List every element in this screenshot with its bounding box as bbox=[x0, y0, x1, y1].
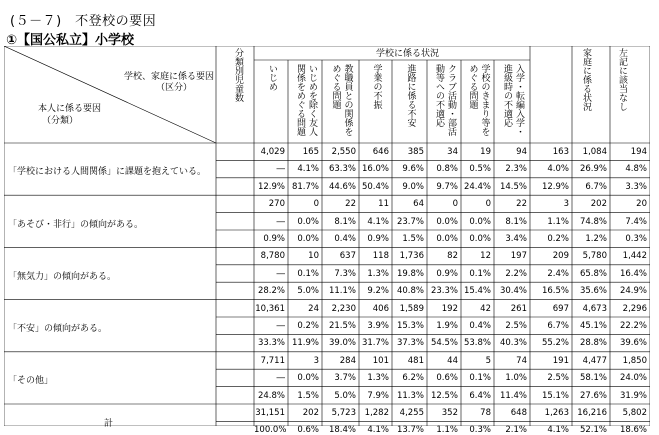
cell-r1-r3-c8: 197 bbox=[510, 251, 527, 262]
cell-r2-r4-c9: 6.7% bbox=[547, 321, 569, 331]
cell-r2-r2-c9: 1.1% bbox=[547, 216, 569, 227]
cell-r2-r3-c1: ― bbox=[276, 268, 285, 279]
cell-r3-r5-c7: 6.4% bbox=[469, 390, 491, 401]
cell-r2-r2-c7: 0.0% bbox=[469, 216, 491, 227]
cell-r1-r5-c2: 3 bbox=[313, 355, 319, 366]
cell-r3-r1-c7: 24.4% bbox=[463, 181, 491, 192]
cell-r3-r1-c4: 50.4% bbox=[361, 181, 389, 192]
cell-r1-r3-c1: 8,780 bbox=[260, 251, 285, 262]
cell-r1-r3-c6: 82 bbox=[447, 251, 458, 262]
cell-r2-r4-c3: 21.5% bbox=[328, 321, 356, 331]
cell-r2-r1-c1: ― bbox=[276, 164, 285, 175]
cell-r2-r3-c10: 65.8% bbox=[579, 268, 607, 279]
cell-r1-r5-c9: 191 bbox=[552, 355, 569, 366]
cell-r2-r1-c6: 0.8% bbox=[436, 164, 458, 175]
cell-r3-r5-c9: 15.1% bbox=[541, 390, 569, 401]
cell-r3-r2-c1: 0.9% bbox=[263, 234, 285, 244]
cell-r1-r2-c2: 0 bbox=[313, 199, 319, 210]
cell-r2-r3-c8: 2.2% bbox=[505, 268, 527, 279]
header-school-column-5: 進路に係る不安 bbox=[405, 64, 416, 127]
total-r1-c8: 648 bbox=[510, 408, 527, 418]
total-r2-c9: 4.1% bbox=[547, 425, 569, 435]
total-r1-c3: 5,723 bbox=[331, 408, 356, 418]
cell-r1-r4-c9: 697 bbox=[552, 303, 569, 314]
cell-r1-r3-c10: 5,780 bbox=[582, 251, 607, 262]
cell-r3-r1-c9: 12.9% bbox=[541, 181, 569, 192]
header-count-column: 分類別児童数 bbox=[233, 48, 243, 102]
cell-r3-r5-c5: 11.3% bbox=[396, 390, 424, 401]
cell-r3-r3-c4: 9.2% bbox=[367, 286, 389, 297]
cell-r3-r3-c11: 24.9% bbox=[619, 286, 647, 297]
cell-r1-r5-c4: 101 bbox=[372, 355, 389, 366]
cell-r1-r2-c7: 0 bbox=[485, 199, 491, 210]
cell-r1-r5-c1: 7,711 bbox=[260, 355, 285, 366]
total-r2-c7: 0.3% bbox=[469, 425, 491, 435]
header-school-column-2: 関係をめぐる問題 bbox=[295, 64, 305, 136]
cell-r3-r3-c5: 40.8% bbox=[396, 286, 424, 297]
cell-r3-r3-c1: 28.2% bbox=[257, 286, 285, 297]
row-label-3: 「無気力」の傾向がある。 bbox=[8, 271, 117, 282]
cell-r2-r3-c2: 0.1% bbox=[297, 268, 319, 279]
cell-r3-r4-c1: 33.3% bbox=[257, 338, 285, 349]
cell-r1-r3-c9: 209 bbox=[552, 251, 569, 262]
cell-r1-r4-c6: 192 bbox=[441, 303, 458, 314]
cell-r1-r5-c5: 481 bbox=[407, 355, 424, 366]
cell-r3-r3-c2: 5.0% bbox=[297, 286, 319, 297]
cell-r2-r1-c7: 0.5% bbox=[469, 164, 491, 175]
cell-r2-r5-c1: ― bbox=[276, 373, 285, 384]
cell-r3-r4-c9: 55.2% bbox=[541, 338, 569, 349]
cell-r2-r2-c3: 8.1% bbox=[334, 216, 356, 227]
cell-r2-r5-c9: 2.5% bbox=[547, 373, 569, 384]
total-r1-c10: 16,216 bbox=[577, 408, 607, 418]
cell-r3-r4-c10: 28.8% bbox=[579, 338, 607, 349]
total-r2-c6: 1.1% bbox=[436, 425, 458, 435]
cell-r2-r3-c7: 0.1% bbox=[469, 268, 491, 279]
cell-r3-r4-c7: 53.8% bbox=[463, 338, 491, 349]
cell-r2-r2-c2: 0.0% bbox=[297, 216, 319, 227]
row-label-2: 「あそび・非行」の傾向がある。 bbox=[8, 219, 144, 230]
cell-r3-r3-c9: 16.5% bbox=[541, 286, 569, 297]
cell-r1-r4-c2: 24 bbox=[308, 303, 319, 314]
cell-r3-r1-c8: 14.5% bbox=[499, 181, 527, 192]
cell-r2-r1-c4: 16.0% bbox=[361, 164, 389, 175]
cell-r3-r3-c7: 15.4% bbox=[463, 286, 491, 297]
cell-r3-r5-c8: 11.4% bbox=[499, 390, 527, 401]
cell-r2-r3-c11: 16.4% bbox=[619, 268, 647, 279]
cell-r2-r3-c3: 7.3% bbox=[334, 268, 356, 279]
cell-r1-r4-c7: 42 bbox=[480, 303, 491, 314]
cell-r3-r3-c8: 30.4% bbox=[499, 286, 527, 297]
cell-r1-r1-c9: 163 bbox=[552, 147, 569, 157]
cell-r2-r2-c6: 0.0% bbox=[436, 216, 458, 227]
cell-r2-r4-c4: 3.9% bbox=[367, 321, 389, 331]
header-school-column-1: いじめ bbox=[267, 64, 277, 91]
cell-r1-r2-c10: 202 bbox=[590, 199, 607, 210]
header-family-column: 家庭に係る状況 bbox=[581, 48, 591, 111]
total-r2-c3: 18.4% bbox=[328, 425, 356, 435]
cell-r2-r5-c6: 0.6% bbox=[436, 373, 458, 384]
cell-r2-r1-c9: 4.0% bbox=[547, 164, 569, 175]
header-school-column-7: 学校のきまり等を bbox=[479, 64, 490, 136]
cell-r2-r5-c4: 1.3% bbox=[367, 373, 389, 384]
cell-r1-r4-c10: 4,673 bbox=[582, 303, 607, 314]
cell-r1-r1-c5: 385 bbox=[407, 147, 424, 157]
cell-r1-r4-c3: 2,230 bbox=[331, 303, 356, 314]
cell-r2-r4-c6: 1.9% bbox=[436, 321, 458, 331]
cell-r2-r1-c3: 63.3% bbox=[328, 164, 356, 175]
cell-r1-r3-c5: 1,736 bbox=[399, 251, 424, 262]
total-r1-c5: 4,255 bbox=[399, 408, 424, 418]
cell-r1-r1-c6: 34 bbox=[447, 147, 458, 157]
cell-r1-r3-c7: 12 bbox=[480, 251, 491, 262]
cell-r3-r5-c4: 7.9% bbox=[367, 390, 389, 401]
cell-r1-r1-c11: 194 bbox=[630, 147, 647, 157]
cell-r1-r1-c1: 4,029 bbox=[260, 147, 285, 157]
row-label-5: 「その他」 bbox=[8, 376, 54, 387]
cell-r3-r2-c2: 0.0% bbox=[297, 234, 319, 244]
cell-r2-r2-c11: 7.4% bbox=[625, 216, 647, 227]
cell-r3-r4-c4: 31.7% bbox=[361, 338, 389, 349]
cell-r1-r2-c4: 11 bbox=[378, 199, 389, 210]
cell-r3-r5-c10: 27.6% bbox=[579, 390, 607, 401]
cell-r3-r5-c3: 5.0% bbox=[334, 390, 356, 401]
total-r1-c1: 31,151 bbox=[255, 408, 285, 418]
header-school-column-7: めぐる問題 bbox=[467, 64, 478, 109]
cell-r1-r2-c5: 64 bbox=[413, 199, 424, 210]
cell-r2-r4-c2: 0.2% bbox=[297, 321, 319, 331]
cell-r3-r3-c6: 23.3% bbox=[430, 286, 458, 297]
cell-r3-r4-c8: 40.3% bbox=[499, 338, 527, 349]
cell-r1-r1-c4: 646 bbox=[372, 147, 389, 157]
cell-r2-r1-c8: 2.3% bbox=[505, 164, 527, 175]
cell-r2-r2-c10: 74.8% bbox=[579, 216, 607, 227]
cell-r2-r3-c6: 0.9% bbox=[436, 268, 458, 279]
cell-r3-r2-c9: 0.2% bbox=[547, 234, 569, 244]
cell-r3-r5-c6: 12.5% bbox=[430, 390, 458, 401]
cell-r1-r5-c7: 5 bbox=[485, 355, 491, 366]
cell-r1-r5-c11: 1,850 bbox=[622, 355, 647, 366]
cell-r3-r2-c7: 0.0% bbox=[469, 234, 491, 244]
cell-r1-r1-c10: 1,084 bbox=[582, 147, 607, 157]
cell-r3-r2-c6: 0.0% bbox=[436, 234, 458, 244]
cell-r3-r4-c3: 39.0% bbox=[328, 338, 356, 349]
cell-r1-r1-c7: 19 bbox=[480, 147, 491, 157]
cell-r2-r4-c11: 22.2% bbox=[619, 321, 647, 331]
cell-r2-r3-c9: 2.4% bbox=[547, 268, 569, 279]
total-r1-c6: 352 bbox=[441, 408, 458, 418]
cell-r1-r1-c8: 94 bbox=[516, 147, 527, 157]
total-r2-c10: 52.1% bbox=[579, 425, 607, 435]
cell-r2-r5-c2: 0.0% bbox=[297, 373, 319, 384]
header-school-column-3: 教職員との関係を bbox=[342, 64, 353, 136]
cell-r3-r1-c2: 81.7% bbox=[291, 181, 319, 192]
header-school-column-4: 学業の不振 bbox=[371, 64, 382, 109]
cell-r2-r5-c5: 6.2% bbox=[402, 373, 424, 384]
cell-r1-r2-c1: 270 bbox=[268, 199, 285, 210]
header-school-column-2: いじめを除く友人 bbox=[307, 64, 317, 136]
cell-r3-r2-c5: 1.5% bbox=[402, 234, 424, 244]
cell-r1-r4-c8: 261 bbox=[510, 303, 527, 314]
cell-r3-r4-c11: 39.6% bbox=[619, 338, 647, 349]
cell-r1-r3-c3: 637 bbox=[339, 251, 356, 262]
cell-r1-r5-c3: 284 bbox=[339, 355, 356, 366]
cell-r2-r1-c11: 4.8% bbox=[625, 164, 647, 175]
header-school-column-6: クラブ活動・部活 bbox=[446, 64, 456, 136]
cell-r1-r4-c11: 2,296 bbox=[622, 303, 647, 314]
cell-r3-r1-c5: 9.0% bbox=[402, 181, 424, 192]
cell-r2-r4-c5: 15.3% bbox=[396, 321, 424, 331]
cell-r1-r4-c1: 10,361 bbox=[255, 303, 285, 314]
cell-r2-r5-c10: 58.1% bbox=[579, 373, 607, 384]
total-r1-c7: 78 bbox=[480, 408, 491, 418]
cell-r2-r2-c4: 4.1% bbox=[367, 216, 389, 227]
cell-r3-r3-c10: 35.6% bbox=[579, 286, 607, 297]
section-title: (５－７) 不登校の要因 bbox=[10, 14, 157, 29]
header-diag-lower: 本人に係る要因 bbox=[38, 104, 102, 114]
cell-r3-r3-c3: 11.1% bbox=[328, 286, 356, 297]
cell-r2-r1-c5: 9.6% bbox=[402, 164, 424, 175]
cell-r1-r1-c3: 2,550 bbox=[331, 147, 356, 157]
cell-r1-r2-c3: 22 bbox=[345, 199, 356, 210]
cell-r3-r4-c6: 54.5% bbox=[430, 338, 458, 349]
header-none-column: 左記に該当なし bbox=[617, 48, 627, 111]
cell-r1-r4-c5: 1,589 bbox=[399, 303, 424, 314]
cell-r1-r2-c11: 20 bbox=[636, 199, 647, 210]
table-subtitle: ①【国公私立】小学校 bbox=[6, 33, 135, 48]
cell-r2-r5-c8: 1.0% bbox=[505, 373, 527, 384]
cell-r1-r2-c6: 0 bbox=[452, 199, 458, 210]
cell-r1-r1-c2: 165 bbox=[302, 147, 319, 157]
total-r2-c11: 18.6% bbox=[619, 425, 647, 435]
cell-r3-r2-c3: 0.4% bbox=[334, 234, 356, 244]
cell-r3-r1-c11: 3.3% bbox=[625, 181, 647, 192]
header-school-column-8: 進級時の不適応 bbox=[502, 64, 512, 127]
row-label-4: 「不安」の傾向がある。 bbox=[8, 324, 108, 334]
cell-r2-r3-c4: 1.3% bbox=[367, 268, 389, 279]
cell-r3-r1-c3: 44.6% bbox=[328, 181, 356, 192]
total-r1-c11: 5,802 bbox=[622, 408, 647, 418]
cell-r2-r4-c8: 2.5% bbox=[505, 321, 527, 331]
cell-r3-r2-c4: 0.9% bbox=[367, 234, 389, 244]
total-r1-c2: 202 bbox=[302, 408, 319, 418]
cell-r2-r2-c8: 8.1% bbox=[505, 216, 527, 227]
cell-r2-r4-c7: 0.4% bbox=[469, 321, 491, 331]
total-r2-c2: 0.6% bbox=[297, 425, 319, 435]
header-school-column-6: 動等への不適応 bbox=[434, 64, 444, 127]
cell-r1-r5-c10: 4,477 bbox=[582, 355, 607, 366]
cell-r2-r4-c1: ― bbox=[276, 321, 285, 331]
cell-r2-r1-c10: 26.9% bbox=[579, 164, 607, 175]
cell-r2-r2-c1: ― bbox=[276, 216, 285, 227]
cell-r2-r1-c2: 4.1% bbox=[297, 164, 319, 175]
cell-r3-r5-c1: 24.8% bbox=[257, 390, 285, 401]
data-table bbox=[4, 46, 650, 435]
cell-r2-r2-c5: 23.7% bbox=[396, 216, 424, 227]
header-school-column-3: めぐる問題 bbox=[330, 64, 341, 109]
cell-r2-r3-c5: 19.8% bbox=[396, 268, 424, 279]
cell-r3-r1-c10: 6.7% bbox=[585, 181, 607, 192]
header-diag-lower-sub: （分類） bbox=[42, 116, 79, 126]
cell-r2-r5-c7: 0.1% bbox=[469, 373, 491, 384]
cell-r1-r5-c8: 74 bbox=[516, 355, 527, 366]
cell-r3-r5-c11: 31.9% bbox=[619, 390, 647, 401]
total-label: 計 bbox=[104, 419, 114, 429]
cell-r3-r5-c2: 1.5% bbox=[297, 390, 319, 401]
cell-r1-r2-c9: 3 bbox=[563, 199, 569, 210]
total-r2-c4: 4.1% bbox=[367, 425, 389, 435]
cell-r3-r4-c5: 37.3% bbox=[396, 338, 424, 349]
total-r2-c5: 13.7% bbox=[396, 425, 424, 435]
header-diag-upper: 学校、家庭に係る要因 bbox=[124, 72, 215, 82]
cell-r3-r2-c8: 3.4% bbox=[505, 234, 527, 244]
cell-r1-r3-c11: 1,442 bbox=[622, 251, 647, 262]
cell-r2-r5-c11: 24.0% bbox=[619, 373, 647, 384]
header-school-column-8: 入学・転編入学・ bbox=[514, 64, 524, 136]
header-diag-upper-sub: （区分） bbox=[156, 83, 193, 93]
header-school-group: 学校に係る状況 bbox=[376, 49, 440, 59]
cell-r1-r3-c2: 10 bbox=[308, 251, 319, 262]
cell-r3-r2-c10: 1.2% bbox=[585, 234, 607, 244]
total-r2-c1: 100.0% bbox=[254, 425, 287, 435]
cell-r3-r4-c2: 11.9% bbox=[291, 338, 319, 349]
cell-r3-r1-c6: 9.7% bbox=[436, 181, 458, 192]
header-diagonal bbox=[4, 46, 216, 143]
row-label-1: 「学校における人間関係」に課題を抱えている。 bbox=[8, 167, 207, 178]
cell-r3-r1-c1: 12.9% bbox=[257, 181, 285, 192]
cell-r2-r5-c3: 3.7% bbox=[334, 373, 356, 384]
cell-r1-r5-c6: 44 bbox=[447, 355, 458, 366]
total-r2-c8: 2.1% bbox=[505, 425, 527, 435]
cell-r2-r4-c10: 45.1% bbox=[579, 321, 607, 331]
cell-r3-r2-c11: 0.3% bbox=[625, 234, 647, 244]
total-r1-c9: 1,263 bbox=[544, 408, 569, 418]
cell-r1-r2-c8: 22 bbox=[516, 199, 527, 210]
cell-r1-r3-c4: 118 bbox=[372, 251, 389, 262]
total-r1-c4: 1,282 bbox=[364, 408, 389, 418]
cell-r1-r4-c4: 406 bbox=[372, 303, 389, 314]
